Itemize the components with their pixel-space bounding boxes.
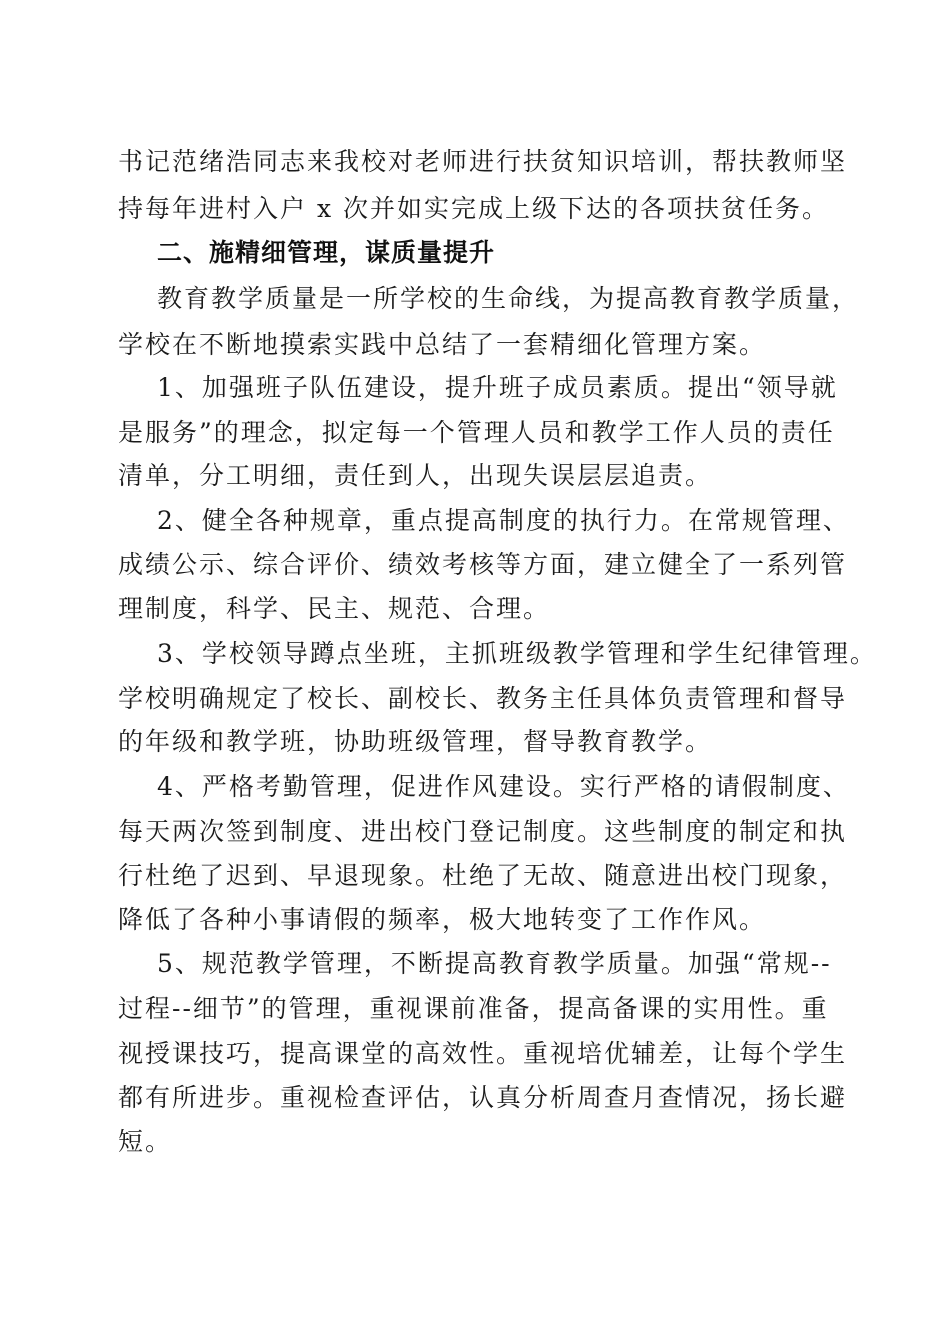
paragraph-line: 短。 <box>118 1127 173 1156</box>
paragraph-line: 学校明确规定了校长、副校长、教务主任具体负责管理和督导 <box>118 684 848 713</box>
paragraph-line: 成绩公示、综合评价、绩效考核等方面，建立健全了一系列管 <box>118 550 848 579</box>
paragraph-line: 的年级和教学班，协助班级管理，督导教育教学。 <box>118 727 713 756</box>
paragraph-line: 4、严格考勤管理，促进作风建设。实行严格的请假制度、 <box>157 772 850 801</box>
paragraph-line: 过程--细节”的管理，重视课前准备，提高备课的实用性。重 <box>118 994 829 1023</box>
paragraph-line: 视授课技巧，提高课堂的高效性。重视培优辅差，让每个学生 <box>118 1039 848 1068</box>
paragraph-line: 都有所进步。重视检查评估，认真分析周查月查情况，扬长避 <box>118 1083 848 1112</box>
paragraph-line: 清单，分工明细，责任到人，出现失误层层追责。 <box>118 461 713 490</box>
paragraph-line: 持每年进村入户 x 次并如实完成上级下达的各项扶贫任务。 <box>118 194 829 223</box>
paragraph-line: 降低了各种小事请假的频率，极大地转变了工作作风。 <box>118 905 767 934</box>
paragraph-line: 5、规范教学管理，不断提高教育教学质量。加强“常规-- <box>157 949 832 978</box>
paragraph-line: 理制度，科学、民主、规范、合理。 <box>118 594 551 623</box>
paragraph-line: 2、健全各种规章，重点提高制度的执行力。在常规管理、 <box>157 506 850 535</box>
paragraph-line: 1、加强班子队伍建设，提升班子成员素质。提出“领导就 <box>157 373 838 402</box>
section-heading: 二、施精细管理，谋质量提升 <box>157 238 496 267</box>
paragraph-line: 教育教学质量是一所学校的生命线，为提高教育教学质量， <box>157 284 860 313</box>
paragraph-line: 学校在不断地摸索实践中总结了一套精细化管理方案。 <box>118 330 767 359</box>
paragraph-line: 每天两次签到制度、进出校门登记制度。这些制度的制定和执 <box>118 817 848 846</box>
paragraph-line: 行杜绝了迟到、早退现象。杜绝了无故、随意进出校门现象， <box>118 861 848 890</box>
paragraph-line: 是服务”的理念，拟定每一个管理人员和教学工作人员的责任 <box>118 418 835 447</box>
paragraph-line: 3、学校领导蹲点坐班，主抓班级教学管理和学生纪律管理。 <box>157 639 877 668</box>
paragraph-line: 书记范绪浩同志来我校对老师进行扶贫知识培训，帮扶教师坚 <box>118 147 848 176</box>
